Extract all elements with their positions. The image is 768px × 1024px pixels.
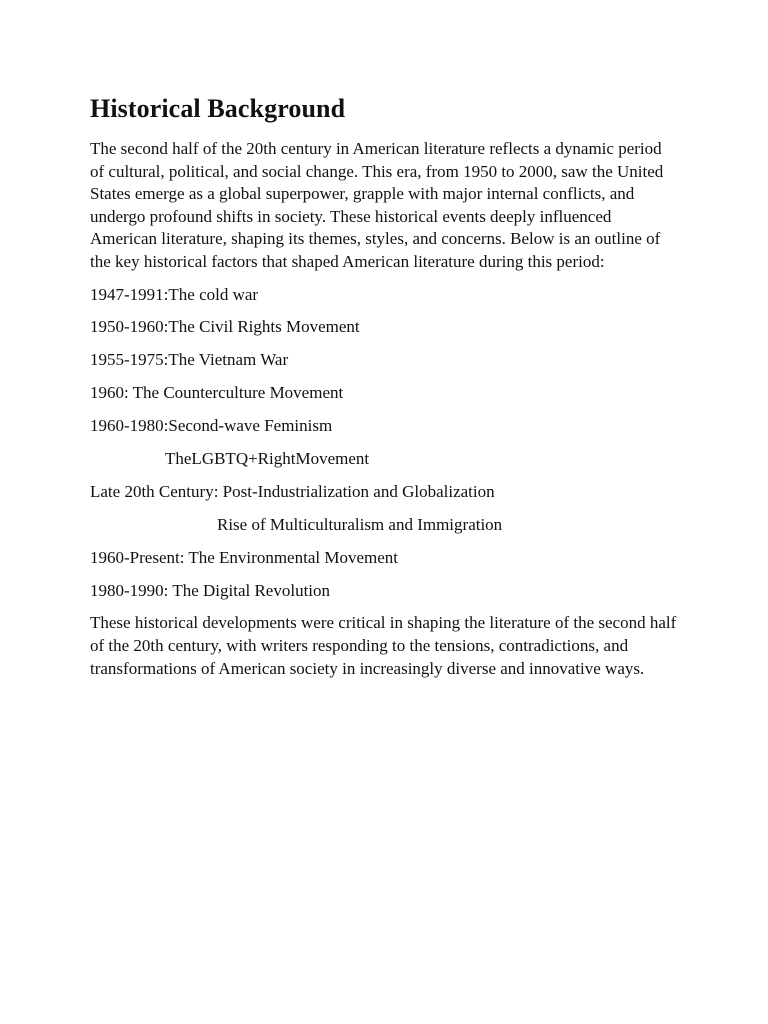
timeline-item-vietnam-war: 1955-1975:The Vietnam War xyxy=(90,350,289,370)
timeline-item-counterculture: 1960: The Counterculture Movement xyxy=(90,383,344,403)
timeline-item-multiculturalism: Rise of Multiculturalism and Immigration xyxy=(217,514,503,534)
timeline-item-globalization: Late 20th Century: Post-Industrialization and Globalization xyxy=(90,481,495,501)
timeline-item-feminism: 1960-1980:Second-wave Feminism xyxy=(90,416,333,436)
timeline-item-civil-rights: 1950-1960:The Civil Rights Movement xyxy=(90,317,360,337)
timeline-item-cold-war: 1947-1991:The cold war xyxy=(90,284,259,304)
intro-paragraph: The second half of the 20th century in American literature reflects a dynamic period of cultural, political, and social change. This era, from 1950 to 2000, saw the United States emerge as a global superpower, grapple with major internal conflicts, and undergo profound shifts in society. These historical events deeply influenced American literature, shaping its themes, styles, and concerns. Below is an outline of the key historical factors that shaped American literature during this period: xyxy=(90,139,664,271)
document-page xyxy=(90,92,680,680)
timeline-item-digital-revolution: 1980-1990: The Digital Revolution xyxy=(90,580,331,600)
page-title: Historical Background xyxy=(90,94,346,123)
timeline-list xyxy=(90,284,680,603)
timeline-item-environmental: 1960-Present: The Environmental Movement xyxy=(90,547,398,567)
timeline-item-lgbtq: TheLGBTQ+RightMovement xyxy=(165,449,370,469)
conclusion-paragraph: These historical developments were critical in shaping the literature of the second half of the 20th century, with writers responding to the tensions, contradictions, and transformations of American society in increasingly diverse and innovative ways. xyxy=(90,613,677,678)
